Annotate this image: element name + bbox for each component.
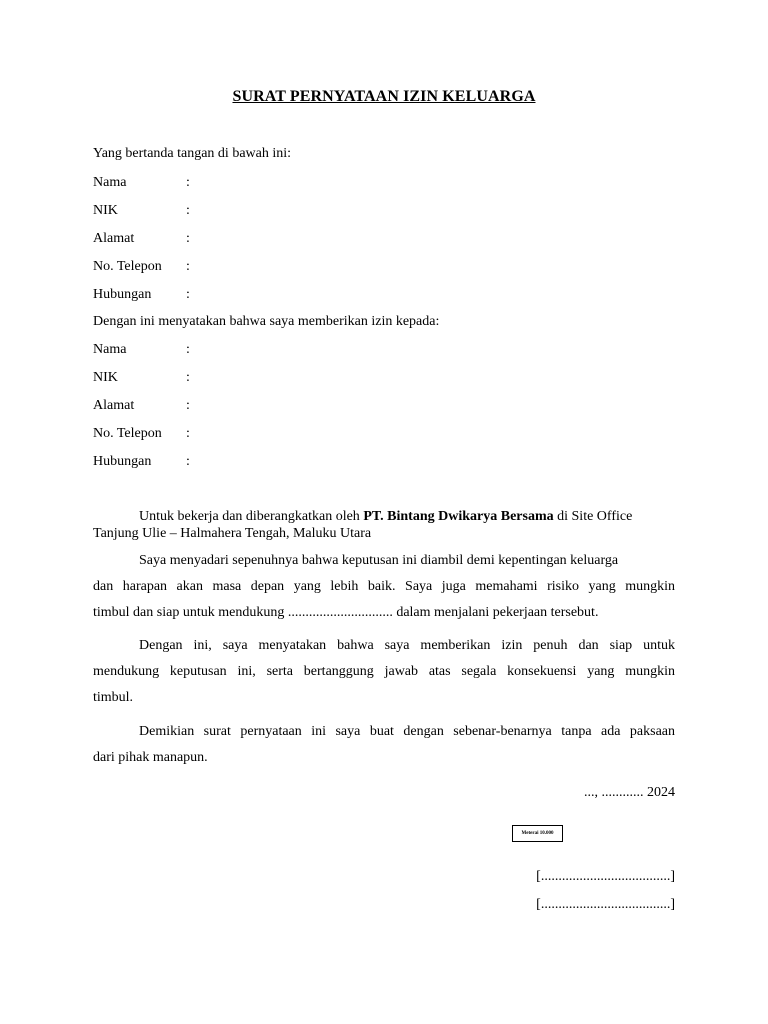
date-line: ..., ............ 2024 — [584, 785, 675, 800]
recipient-field-hubungan — [93, 454, 293, 472]
materai-stamp-box: Meterai 10.000 — [512, 825, 563, 842]
field-label: NIK — [93, 203, 118, 218]
field-colon: : — [186, 203, 190, 218]
paragraph-line: timbul dan siap untuk mendukung .............................. dalam menjalani pekerjaan tersebut. — [93, 605, 599, 620]
field-label: Alamat — [93, 231, 135, 246]
field-colon: : — [186, 426, 190, 441]
document-title: SURAT PERNYATAAN IZIN KELUARGA — [232, 88, 536, 105]
field-colon: : — [186, 370, 190, 385]
intro-text: Yang bertanda tangan di bawah ini: — [93, 146, 292, 161]
field-label: Nama — [93, 342, 127, 357]
paragraph-line: Dengan ini, saya menyatakan bahwa saya memberikan izin penuh dan siap untuk — [139, 638, 675, 653]
field-colon: : — [186, 175, 190, 190]
para1-suffix: di Site Office — [553, 509, 633, 524]
paragraph-line: Saya menyadari sepenuhnya bahwa keputusan ini diambil demi kepentingan keluarga — [139, 553, 619, 568]
field-label: Hubungan — [93, 287, 152, 302]
recipient-field-nama — [93, 342, 293, 360]
field-colon: : — [186, 259, 190, 274]
field-label: No. Telepon — [93, 426, 162, 441]
field-label: Hubungan — [93, 454, 152, 469]
recipient-field-alamat — [93, 398, 293, 416]
recipient-field-nik — [93, 370, 293, 388]
signer-field-nama — [93, 175, 293, 193]
signer-field-alamat — [93, 231, 293, 249]
signer-field-telepon — [93, 259, 293, 277]
field-label: No. Telepon — [93, 259, 162, 274]
signer-field-hubungan — [93, 287, 293, 305]
paragraph-line: mendukung keputusan ini, serta bertanggung jawab atas segala konsekuensi yang mungkin — [93, 664, 675, 679]
paragraph-line: Tanjung Ulie – Halmahera Tengah, Maluku Utara — [93, 526, 372, 541]
signature-line-1: [.....................................] — [536, 869, 675, 884]
paragraph-line: dari pihak manapun. — [93, 750, 208, 765]
field-colon: : — [186, 287, 190, 302]
company-name: PT. Bintang Dwikarya Bersama — [363, 509, 554, 524]
field-colon: : — [186, 231, 190, 246]
para1-prefix: Untuk bekerja dan diberangkatkan oleh — [139, 509, 364, 524]
paragraph-line: Demikian surat pernyataan ini saya buat dengan sebenar-benarnya tanpa ada paksaan — [139, 724, 675, 739]
paragraph-line: timbul. — [93, 690, 134, 705]
signature-line-2: [.....................................] — [536, 897, 675, 912]
signer-field-nik — [93, 203, 293, 221]
paragraph-line — [139, 509, 632, 525]
field-colon: : — [186, 454, 190, 469]
field-colon: : — [186, 342, 190, 357]
field-label: Alamat — [93, 398, 135, 413]
paragraph-line: dan harapan akan masa depan yang lebih baik. Saya juga memahami risiko yang mungkin — [93, 579, 675, 594]
recipient-field-telepon — [93, 426, 293, 444]
field-label: NIK — [93, 370, 118, 385]
field-colon: : — [186, 398, 190, 413]
field-label: Nama — [93, 175, 127, 190]
statement-intro: Dengan ini menyatakan bahwa saya memberikan izin kepada: — [93, 314, 440, 329]
